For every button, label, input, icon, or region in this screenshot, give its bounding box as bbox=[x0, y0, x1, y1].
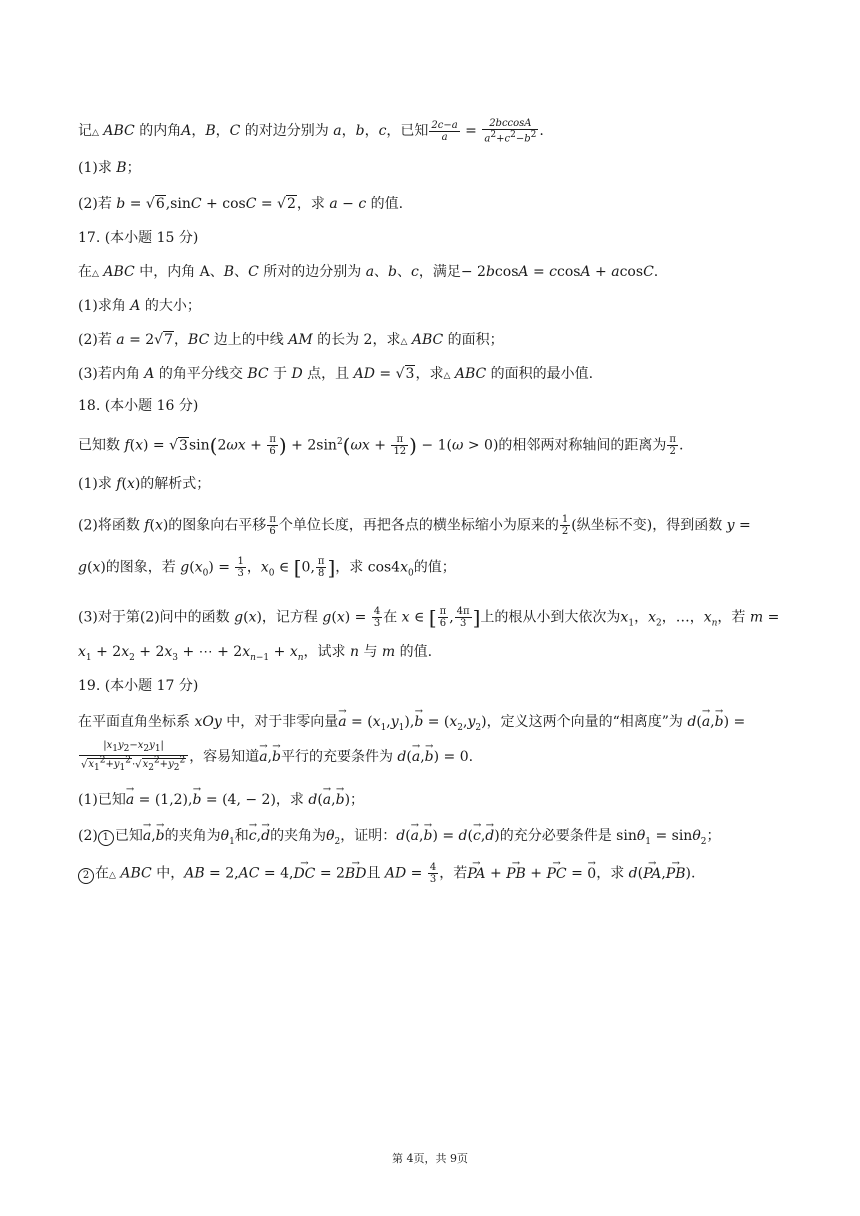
q19-stem-a: 在平面直角坐标系 xOy 中，对于非零向量→ $a = (x_1,y_1),\to b = (x_2,y_2)$，定义这两个向量的“相离度”为 d(→ a,→ b) = bbox=[78, 712, 745, 738]
page-footer: 第 4页，共 9页 bbox=[392, 1152, 468, 1165]
q16-part1: (1)求 B； bbox=[78, 160, 141, 176]
q18-part3a: (3)对于第(2)问中的函数 g(x)，记方程 g(x) = $\frac{4}{3}$ 在 x ∈ [ $\frac{\pi}{6}$ , $\frac{4\pi}{3}$ ]上的根从小到大依次为$x_1$，$x_2$，…，$x_n$，若 m = bbox=[78, 605, 780, 630]
q17-part1: (1)求角 A 的大小； bbox=[78, 298, 201, 314]
frac-2bccosA: $\frac{2bccosA}{a^2+c^2-b^2}$ bbox=[484, 118, 537, 145]
q16-intro: 记△ ABC 的内角A，B，C 的对边分别为 a，b，c，已知 $\frac{2c-a}{a}$ = $\frac{2bccosA}{a^2+c^2-b^2}$ . bbox=[78, 118, 544, 145]
q18-part2a: (2)将函数 f(x)的图象向右平移 $\frac{\pi}{6}$ 个单位长度，再把各点的横坐标缩小为原来的 $\frac{1}{2}$ (纵坐标不变)，得到函数 y = bbox=[78, 514, 751, 537]
q19-title: 19. (本小题 17 分) bbox=[78, 678, 199, 694]
q17-title: 17. (本小题 15 分) bbox=[78, 230, 199, 246]
q17-part2: (2)若 a = 2√7，BC 边上的中线 AM 的长为 2，求△ ABC 的面积； bbox=[78, 332, 504, 348]
q18-part2b: g(x)的图象，若 $g(x_0)$ = $\frac{1}{3}$ ，$x_0$ ∈ [0, $\frac{\pi}{8}$ ]，求 $\cos 4x_0$的值； bbox=[78, 555, 456, 580]
q18-title: 18. (本小题 16 分) bbox=[78, 398, 199, 414]
q19-stem-b: $\frac{|x_1y_2-x_2y_1|}{√x_1^2+y_1^2\cdot√x_2^2+y_2^2}$ ，容易知道→ a,→ b平行的充要条件为 d(→ a,→ b) = 0. bbox=[78, 740, 473, 774]
q18-stem: 已知数 f(x) = √3sin(2ωx + $\frac{\pi}{6}$ ) + $2\sin^2(\omega x$ + $\frac{\pi}{12}$ ) − 1(ω > 0)的相邻两对称轴间的距离为 $\frac{\pi}{2}$ . bbox=[78, 433, 684, 458]
q19-part2b: 2 在△ ABC 中，AB = 2,AC = 4,→ DC = 2→ BD且 AD = $\frac{4}{3}$ ，若→ PA + → PB + → PC = → 0，求 d(→ PA,→ PB). bbox=[78, 862, 695, 886]
frac-2c-a-over-a: $\frac{2c-a}{a}$ bbox=[431, 119, 458, 143]
q18-part1: (1)求 f(x)的解析式； bbox=[78, 476, 211, 492]
q17-stem: 在△ ABC 中，内角 A、B、C 所对的边分别为 a、b、c，满足− 2bcosA = ccosA + acosC. bbox=[78, 264, 659, 280]
q16-part2: (2)若 b = √6,sinC + cosC = √2，求 a − c 的值. bbox=[78, 196, 404, 212]
q18-part3b: $x_1 + 2x_2 + 2x_3$ + ⋯ + $2x_{n-1} + x_n$，试求 n 与 m 的值. bbox=[78, 644, 433, 663]
q16-intro-text: 记△ ABC 的内角A，B，C 的对边分别为 a，b，c，已知 bbox=[78, 123, 429, 140]
q19-part1: (1)已知→ a = (1,2),→ b = (4, − 2)，求 d(→ a,→ b)； bbox=[78, 790, 364, 810]
q17-part3: (3)若内角 A 的角平分线交 BC 于 D 点，且 AD = √3，求△ ABC 的面积的最小值. bbox=[78, 366, 594, 382]
q19-part2a: (2) 1 已知→ a,→ b的夹角为$\theta_1$和→ c,→ d的夹角为$\theta_2$，证明：d(→ a,→ b) = d(→ c,→ d)的充分必要条件是 sinθ$_1$ = sinθ$_2$； bbox=[78, 826, 721, 852]
